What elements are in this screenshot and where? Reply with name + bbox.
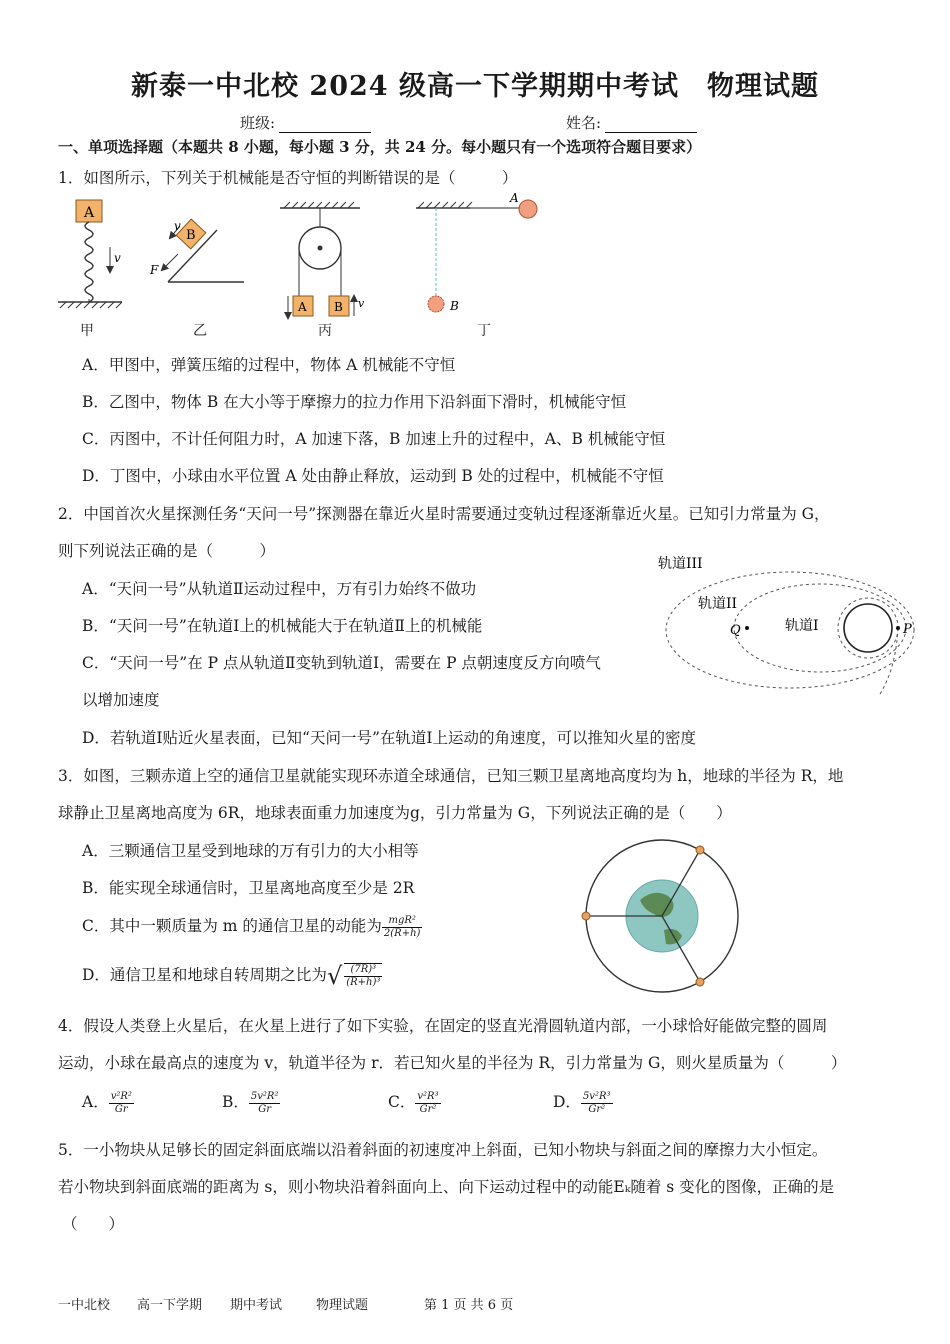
satellite — [696, 846, 704, 854]
q3-option-d[interactable]: D．通信卫星和地球自转周期之比为√ $\frac{\text{(7R)³}}{\text{(R+h)³}}$ — [82, 962, 381, 990]
svg-text:v: v — [358, 297, 365, 310]
q5-stem-line2: 若小物块到斜面底端的距离为 s，则小物块沿着斜面向上、向下运动过程中的动能Eₖ随着 s 变化的图像，正确的是 — [58, 1178, 835, 1196]
name-blank[interactable] — [605, 118, 697, 133]
q4-option-c[interactable]: C． $\frac{\text{v²R³}}{\text{Gr²}}$ — [388, 1090, 439, 1115]
q2-option-b[interactable]: B．“天问一号”在轨道Ⅰ上的机械能大于在轨道Ⅱ上的机械能 — [82, 617, 483, 635]
fig-jia-spring — [58, 200, 122, 308]
svg-text:轨道III: 轨道III — [658, 556, 703, 572]
q1-option-b[interactable]: B．乙图中，物体 B 在大小等于摩擦力的拉力作用下沿斜面下滑时，机械能守恒 — [82, 393, 627, 411]
q5-stem-line3: （ ） — [62, 1215, 125, 1233]
q3-stem-line2: 球静止卫星离地高度为 6R，地球表面重力加速度为g，引力常量为 G，下列说法正确的是（ ） — [58, 804, 732, 822]
q3-satellite-figure — [578, 838, 746, 994]
q3-option-c[interactable] — [82, 914, 422, 940]
svg-text:B: B — [186, 228, 196, 243]
q2-stem-line1: 2．中国首次火星探测任务“天问一号”探测器在靠近火星时需要通过变轨过程逐渐靠近火星。已知引力常量为 G， — [58, 505, 830, 523]
fig-label-a: A — [84, 205, 95, 221]
svg-text:轨道II: 轨道II — [698, 596, 738, 612]
q1-option-d[interactable]: D．丁图中，小球由水平位置 A 处由静止释放，运动到 B 处的过程中，机械能不守恒 — [82, 467, 664, 485]
q1-option-a[interactable]: A．甲图中，弹簧压缩的过程中，物体 A 机械能不守恒 — [82, 356, 456, 374]
q4-option-a[interactable]: A． $\frac{\text{v²R²}}{Gr}$ — [82, 1090, 132, 1115]
svg-text:v: v — [114, 251, 121, 265]
class-blank[interactable] — [279, 118, 371, 133]
footer-term: 高一下学期 — [137, 1298, 203, 1313]
satellite — [696, 978, 704, 986]
q2-option-a[interactable]: A．“天问一号”从轨道Ⅱ运动过程中，万有引力始终不做功 — [82, 580, 477, 598]
svg-text:B: B — [334, 300, 343, 314]
mars — [844, 604, 892, 652]
fig-label-ding: 丁 — [477, 323, 491, 339]
q4-option-d[interactable]: D． $\frac{\text{5v²R³}}{\text{Gr²}}$ — [553, 1090, 611, 1115]
footer-school: 一中北校 — [58, 1298, 111, 1313]
name-label: 姓名: — [566, 114, 602, 132]
q2-option-d[interactable]: D．若轨道Ⅰ贴近火星表面，已知“天问一号”在轨道Ⅰ上运动的角速度，可以推知火星的密度 — [82, 729, 697, 747]
page-title: 新泰一中北校 2024 级高一下学期期中考试 物理试题 — [131, 71, 819, 102]
svg-text:A: A — [510, 192, 519, 205]
q1-stem: 1．如图所示，下列关于机械能是否守恒的判断错误的是（ ） — [58, 169, 518, 187]
svg-text:A: A — [298, 300, 307, 314]
q1-option-c[interactable]: C．丙图中，不计任何阻力时，A 加速下落，B 加速上升的过程中，A、B 机械能守恒 — [82, 430, 666, 448]
svg-text:轨道I: 轨道I — [785, 618, 819, 634]
q3-option-a[interactable]: A．三颗通信卫星受到地球的万有引力的大小相等 — [82, 842, 419, 860]
name-field[interactable] — [566, 112, 697, 133]
fig-yi-incline — [149, 219, 244, 282]
q3-option-c-fraction: $\frac{\text{mgR²}}{2(R+h)}$ — [383, 914, 421, 939]
footer-subject: 物理试题 — [316, 1298, 369, 1313]
fig-ding-pendulum — [416, 192, 537, 313]
section-heading: 一、单项选择题（本题共 8 小题，每小题 3 分，共 24 分。每小题只有一个选项符合题目要求） — [58, 138, 702, 156]
q5-stem-line1: 5．一小物块从足够长的固定斜面底端以沿着斜面的初速度冲上斜面，已知小物块与斜面之间的摩擦力大小恒定。 — [58, 1141, 828, 1159]
fig-label-yi: 乙 — [193, 323, 207, 339]
svg-text:F: F — [150, 263, 159, 277]
q4-stem-line1: 4．假设人类登上火星后，在火星上进行了如下实验，在固定的竖直光滑圆轨道内部，一小球恰好能做完整的圆周 — [58, 1017, 828, 1035]
fig-label-bing: 丙 — [318, 323, 332, 339]
q3-stem-line1: 3．如图，三颗赤道上空的通信卫星就能实现环赤道全球通信，已知三颗卫星离地高度均为 h，地球的半径为 R，地 — [58, 767, 844, 785]
class-field[interactable] — [240, 112, 371, 133]
q4-stem-line2: 运动，小球在最高点的速度为 v，轨道半径为 r．若已知火星的半径为 R，引力常量为 G，则火星质量为（ ） — [58, 1054, 847, 1072]
q3-option-d-text: D．通信卫星和地球自转周期之比为 — [82, 966, 327, 984]
q2-option-c-cont: 以增加速度 — [82, 691, 160, 709]
q3-option-b[interactable]: B．能实现全球通信时，卫星离地高度至少是 2R — [82, 879, 415, 897]
q2-option-c[interactable]: C．“天问一号”在 P 点从轨道Ⅱ变轨到轨道Ⅰ，需要在 P 点朝速度反方向喷气 — [82, 654, 601, 672]
svg-text:B: B — [450, 299, 459, 313]
footer-exam: 期中考试 — [230, 1298, 283, 1313]
q3-option-d-fraction: $\frac{\text{(7R)³}}{\text{(R+h)³}}$ — [346, 964, 381, 988]
fig-bing-pulley — [280, 202, 365, 318]
fig-label-jia: 甲 — [80, 323, 94, 339]
svg-text:P: P — [903, 622, 912, 637]
satellite — [582, 912, 590, 920]
footer-page-number: 第 1 页 共 6 页 — [424, 1298, 514, 1313]
q2-stem-line2: 则下列说法正确的是（ ） — [58, 542, 276, 560]
q2-orbit-figure — [650, 548, 930, 700]
class-label: 班级: — [240, 114, 276, 132]
svg-text:Q: Q — [730, 623, 741, 638]
svg-text:v: v — [174, 219, 181, 233]
q4-option-b[interactable]: B． $\frac{\text{5v²R²}}{Gr}$ — [222, 1090, 279, 1115]
q3-option-c-text: C．其中一颗质量为 m 的通信卫星的动能为 — [82, 917, 382, 935]
